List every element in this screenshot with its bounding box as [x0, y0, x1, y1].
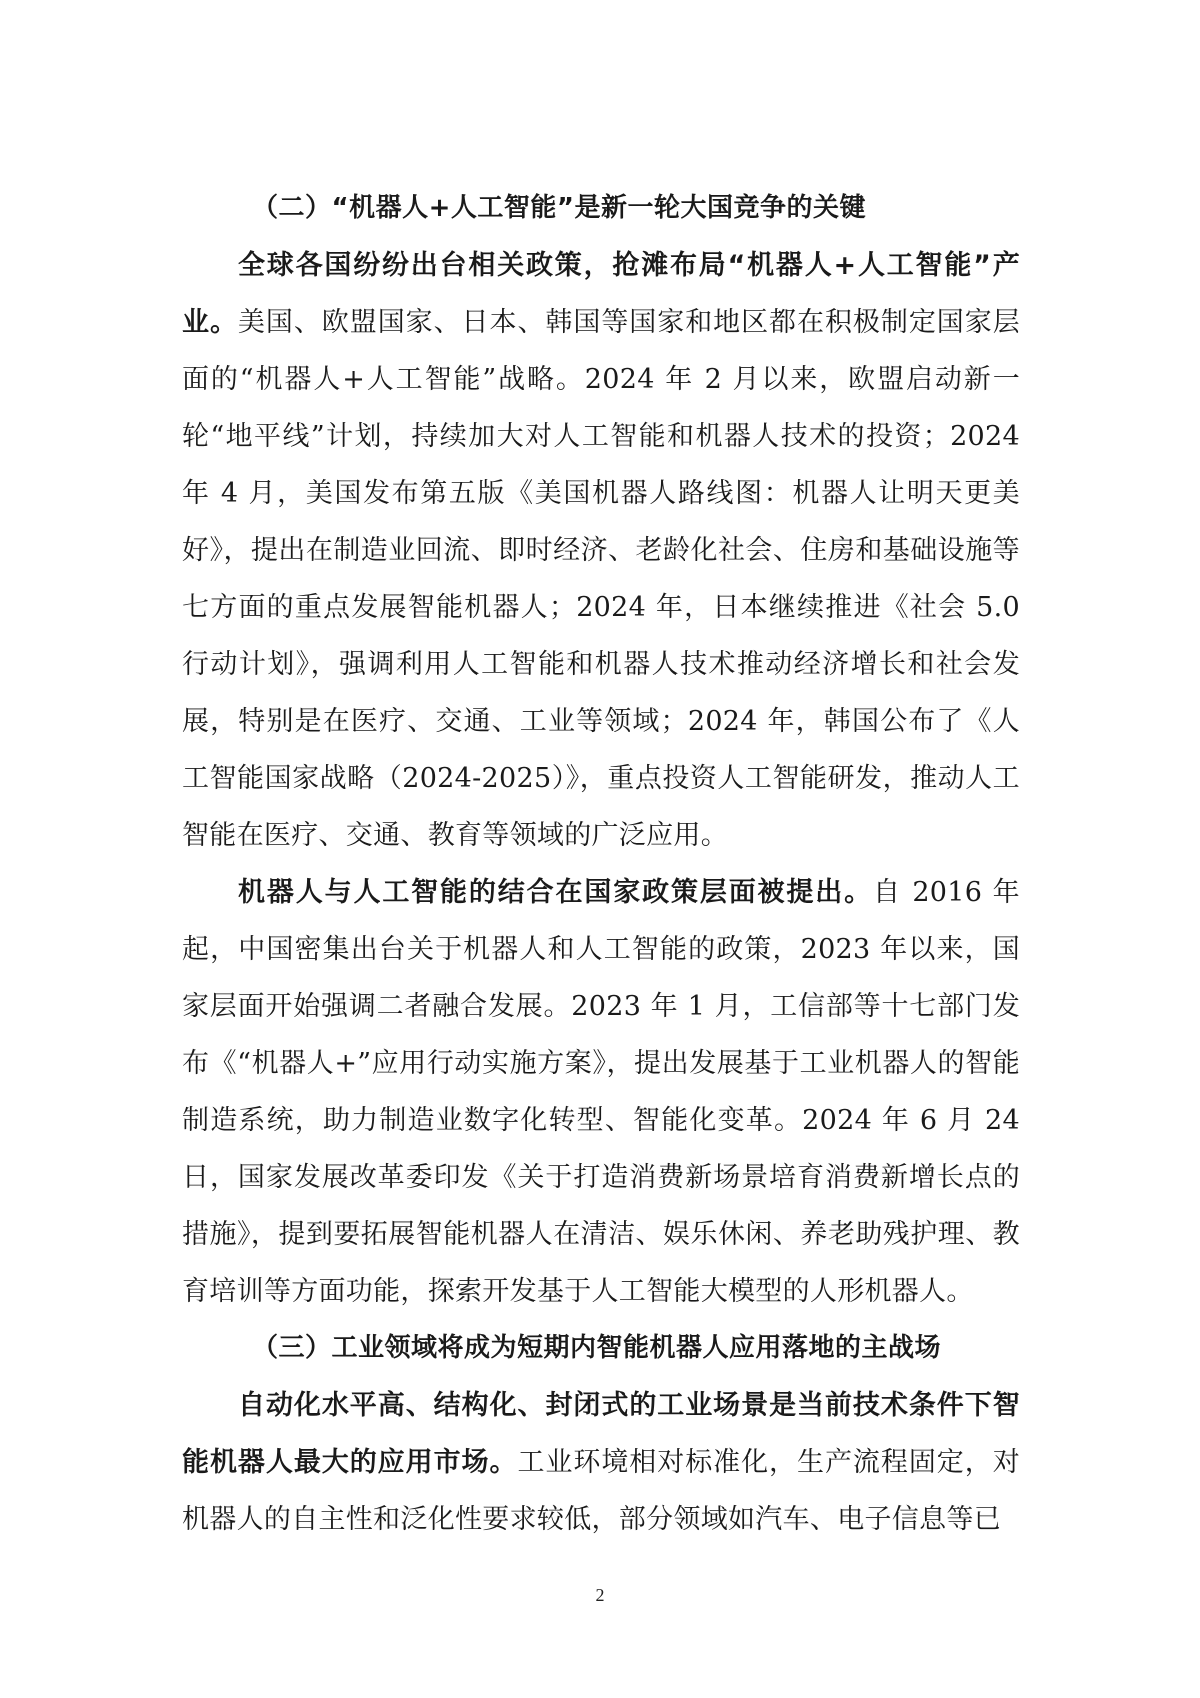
document-page	[182, 180, 1020, 1548]
paragraph-lead: 自动化水平高、结构化、封闭式的工业场景是当前技术条件下智能机器人最大的应用市场。	[182, 1390, 1020, 1478]
page-number: 2	[595, 1585, 605, 1605]
paragraph-body: 自 2016 年起，中国密集出台关于机器人和人工智能的政策，2023 年以来，国家层面开始强调二者融合发展。2023 年 1 月，工信部等十七部门发布《“机器人+”应用行动实施方案》，提出发展基于工业机器人的智能制造系统，助力制造业数字化转型、智能化变革。2024 年 6 月 24 日，国家发展改革委印发《关于打造消费新场景培育消费新增长点的措施》，提到要拓展智能机器人在清洁、娱乐休闲、养老助残护理、教育培训等方面功能，探索开发基于人工智能大模型的人形机器人。	[182, 877, 1020, 1307]
paragraph-body: 工业环境相对标准化，生产流程固定，对机器人的自主性和泛化性要求较低，部分领域如汽车、电子信息等已	[182, 1447, 1020, 1535]
paragraph	[182, 237, 1020, 864]
paragraph-lead: 机器人与人工智能的结合在国家政策层面被提出。	[238, 877, 874, 908]
paragraph-body: 美国、欧盟国家、日本、韩国等国家和地区都在积极制定国家层面的“机器人+人工智能”战略。2024 年 2 月以来，欧盟启动新一轮“地平线”计划，持续加大对人工智能和机器人技术的投资；2024 年 4 月，美国发布第五版《美国机器人路线图：机器人让明天更美好》，提出在制造业回流、即时经济、老龄化社会、住房和基础设施等七方面的重点发展智能机器人；2024 年，日本继续推进《社会 5.0 行动计划》，强调利用人工智能和机器人技术推动经济增长和社会发展，特别是在医疗、交通、工业等领域；2024 年，韩国公布了《人工智能国家战略（2024-2025）》，重点投资人工智能研发，推动人工智能在医疗、交通、教育等领域的广泛应用。	[182, 307, 1020, 851]
paragraph	[182, 1377, 1020, 1548]
section-heading: （三）工业领域将成为短期内智能机器人应用落地的主战场	[252, 1333, 942, 1363]
section-heading: （二）“机器人+人工智能”是新一轮大国竞争的关键	[252, 193, 866, 223]
paragraph-lead: 全球各国纷纷出台相关政策，抢滩布局“机器人+人工智能”产业。	[182, 250, 1020, 338]
paragraph	[182, 864, 1020, 1320]
